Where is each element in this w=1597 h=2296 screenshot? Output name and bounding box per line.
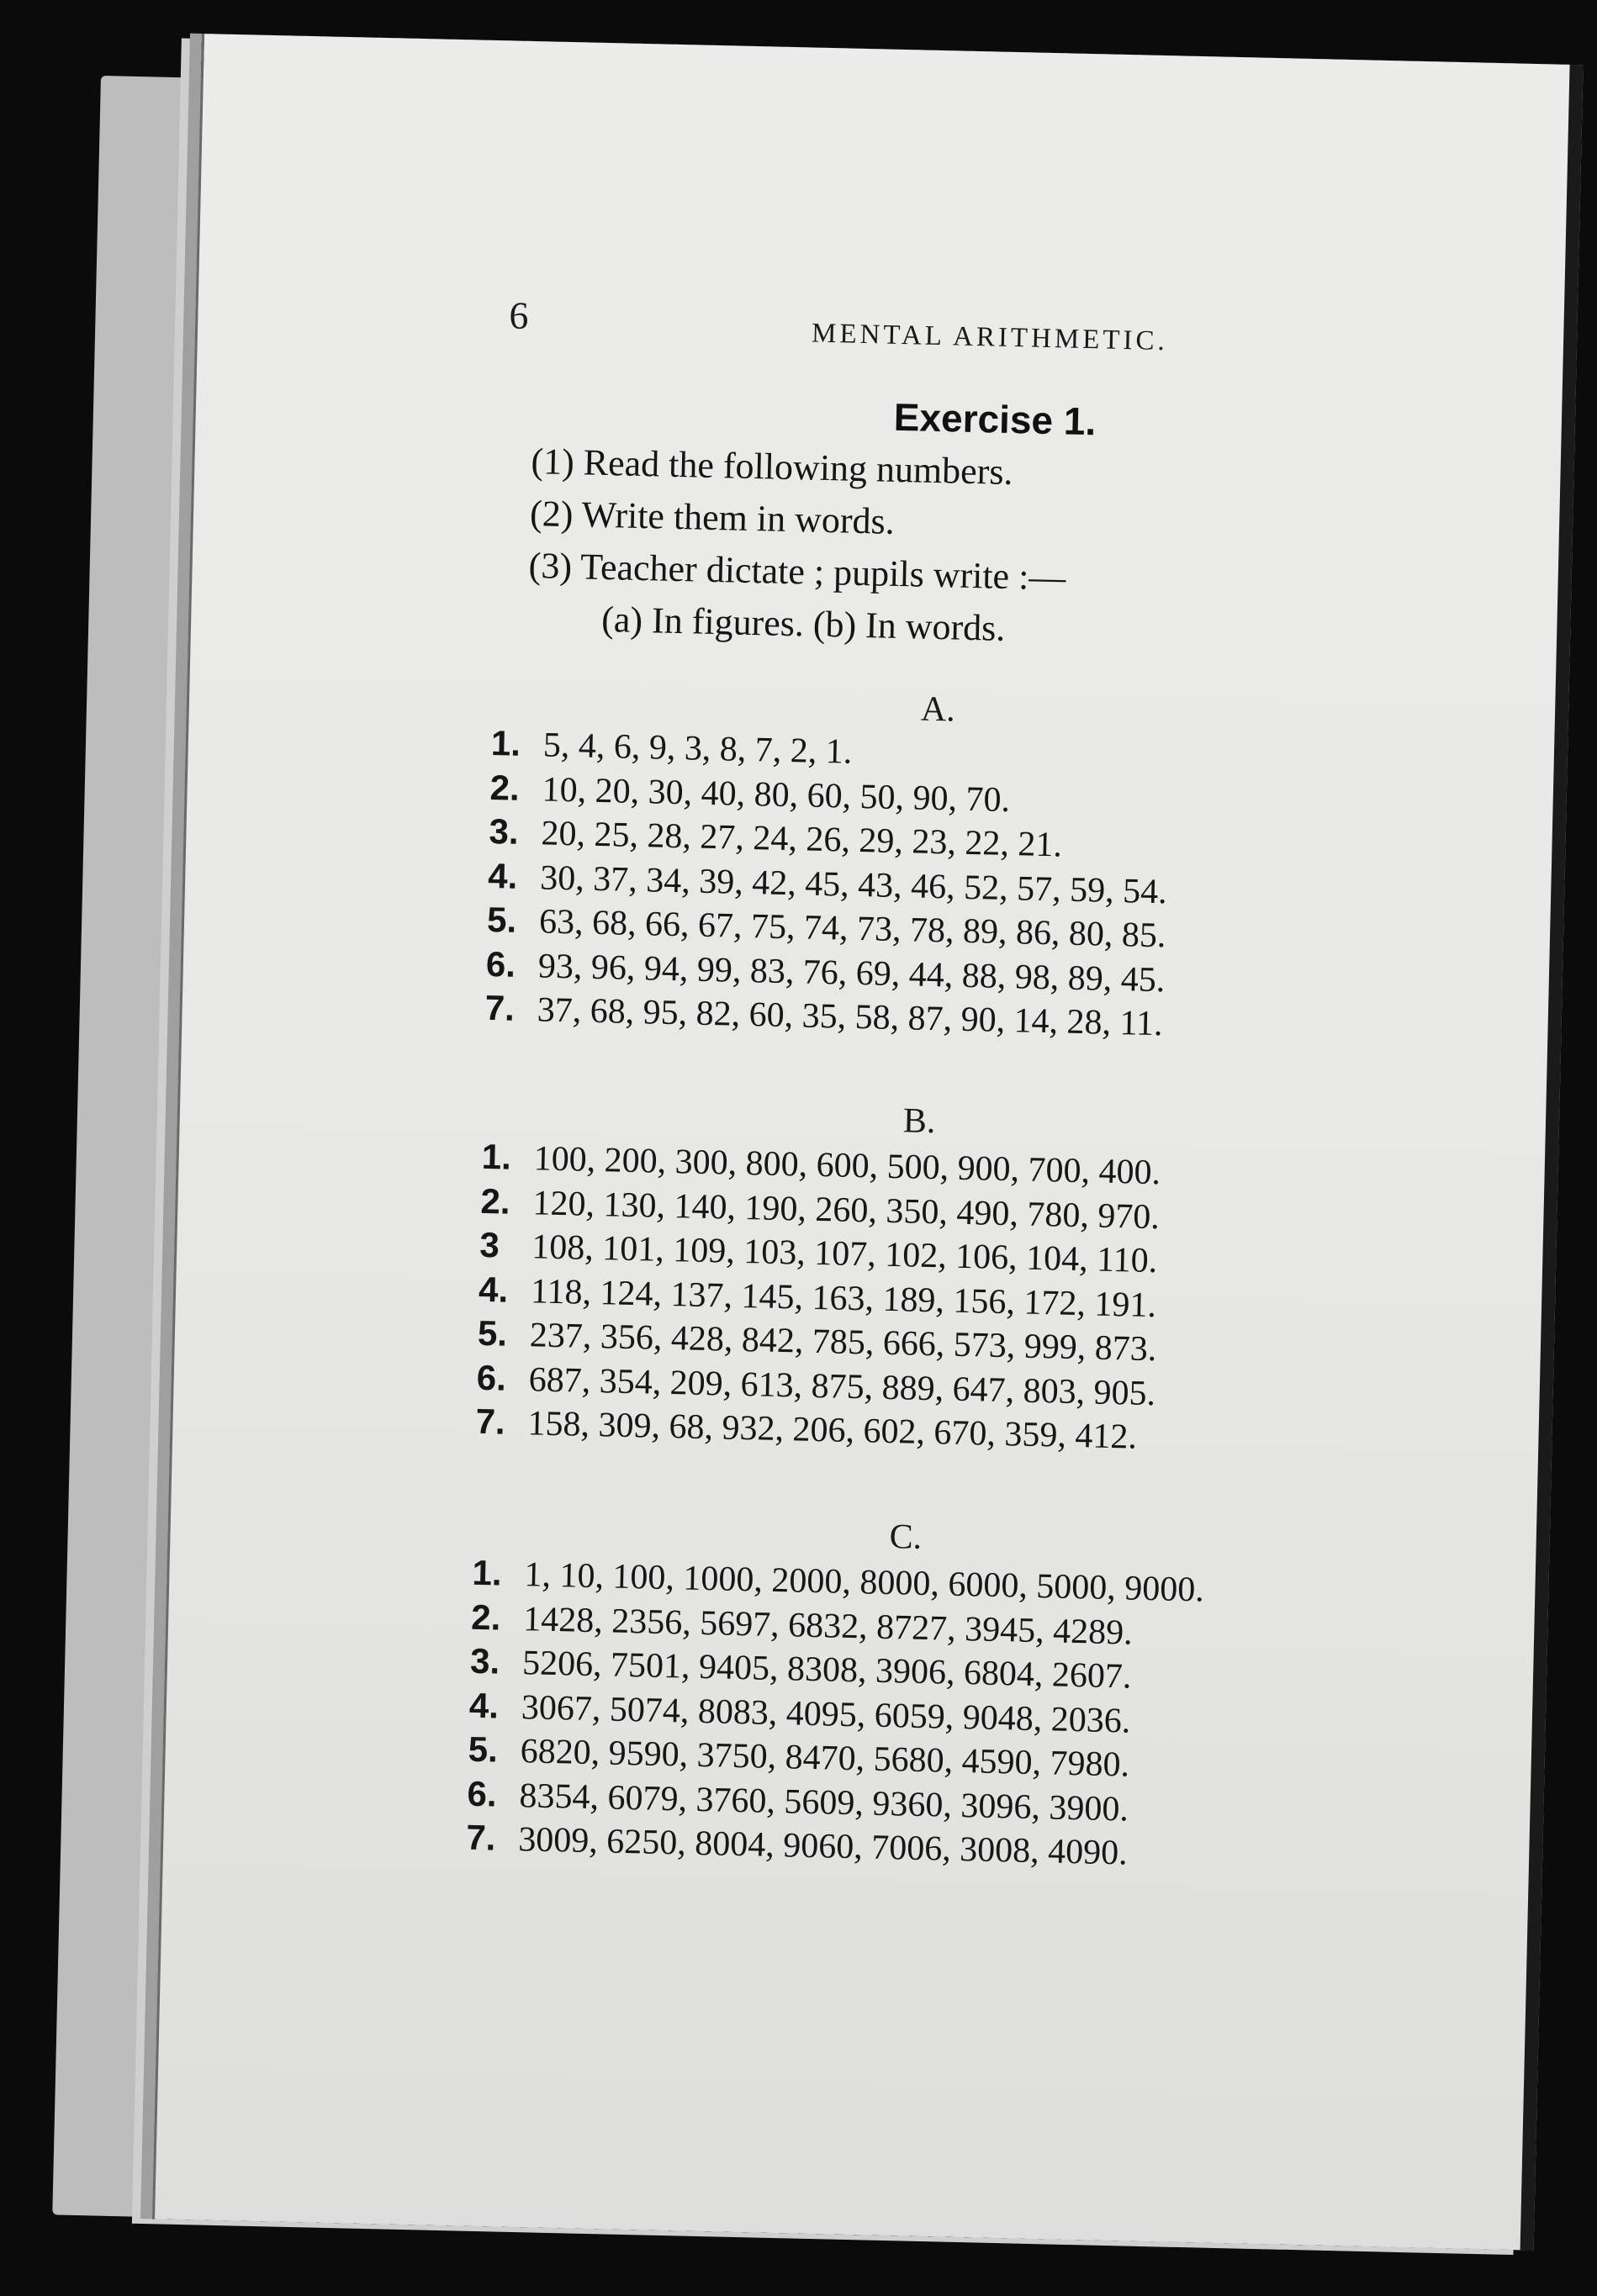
line-number: 3. <box>489 810 520 852</box>
line-numbers-text: 1428, 2356, 5697, 6832, 8727, 3945, 4289. <box>522 1599 1134 1653</box>
line-numbers-text: 158, 309, 68, 932, 206, 602, 670, 359, 412. <box>527 1404 1138 1457</box>
instruction-line: (a) In figures. (b) In words. <box>600 598 1006 649</box>
line-numbers-text: 20, 25, 28, 27, 24, 26, 29, 23, 22, 21. <box>540 814 1063 865</box>
line-numbers-text: 108, 101, 109, 103, 107, 102, 106, 104, 110. <box>531 1227 1158 1281</box>
line-number: 4. <box>478 1269 509 1310</box>
line-numbers-text: 5206, 7501, 9405, 8308, 3906, 6804, 2607. <box>521 1644 1132 1697</box>
line-number: 5. <box>468 1729 499 1770</box>
line-number: 5. <box>486 899 517 940</box>
line-numbers-text: 120, 130, 140, 190, 260, 350, 490, 780, 970. <box>532 1183 1161 1237</box>
line-number: 7. <box>475 1401 506 1442</box>
line-number: 2. <box>480 1180 511 1222</box>
section-a-lines <box>484 721 1171 1046</box>
line-number: 7. <box>484 987 516 1028</box>
line-numbers-text: 93, 96, 94, 99, 83, 76, 69, 44, 88, 98, 89, 45. <box>537 946 1166 1000</box>
line-number: 4. <box>487 855 518 896</box>
line-numbers-text: 6820, 9590, 3750, 8470, 5680, 4590, 7980. <box>520 1732 1130 1785</box>
line-numbers-text: 37, 68, 95, 82, 60, 35, 58, 87, 90, 14, 28, 11. <box>537 990 1164 1044</box>
page-number: 6 <box>508 293 530 337</box>
line-numbers-text: 237, 356, 428, 842, 785, 666, 573, 999, 873. <box>529 1316 1157 1370</box>
book-page <box>152 34 1584 2251</box>
line-number: 2. <box>489 767 521 808</box>
line-numbers-text: 118, 124, 137, 145, 163, 189, 156, 172, 191. <box>530 1271 1157 1325</box>
instructions <box>527 436 1069 657</box>
page-edge-shadow <box>1520 65 1584 2251</box>
line-number: 4. <box>468 1685 500 1726</box>
line-numbers-text: 10, 20, 30, 40, 80, 60, 50, 90, 70. <box>542 769 1011 820</box>
line-numbers-text: 687, 354, 209, 613, 875, 889, 647, 803, 905. <box>528 1359 1156 1413</box>
section-title: C. <box>889 1517 923 1557</box>
line-number: 2. <box>470 1597 501 1638</box>
line-number: 5. <box>477 1312 508 1354</box>
line-numbers-text: 100, 200, 300, 800, 600, 500, 900, 700, 400. <box>533 1139 1161 1193</box>
line-number: 6. <box>476 1357 507 1398</box>
exercise-title: Exercise 1. <box>893 394 1097 444</box>
section-title: A. <box>920 689 956 730</box>
line-number: 1. <box>490 723 521 763</box>
section-b-lines <box>475 1135 1161 1459</box>
line-number: 1. <box>481 1136 512 1177</box>
line-number: 1. <box>472 1552 503 1593</box>
line-numbers-text: 63, 68, 66, 67, 75, 74, 73, 78, 89, 86, 80, 85. <box>538 902 1166 956</box>
line-number: 3 <box>479 1224 500 1265</box>
section-title: B. <box>902 1101 936 1142</box>
instruction-line: (3) Teacher dictate ; pupils write :— <box>528 544 1066 599</box>
line-numbers-text: 3009, 6250, 8004, 9060, 7006, 3008, 4090. <box>517 1820 1129 1873</box>
line-numbers-text: 5, 4, 6, 9, 3, 8, 7, 2, 1. <box>542 726 853 772</box>
instruction-line: (2) Write them in words. <box>529 493 896 542</box>
running-head: MENTAL ARITHMETIC. <box>811 318 1169 357</box>
line-numbers-text: 30, 37, 34, 39, 42, 45, 43, 46, 52, 57, 59, 54. <box>539 858 1168 911</box>
line-numbers-text: 8354, 6079, 3760, 5609, 9360, 3096, 3900. <box>519 1776 1129 1829</box>
line-number: 3. <box>469 1640 500 1681</box>
instruction-line: (1) Read the following numbers. <box>531 441 1014 494</box>
line-numbers-text: 1, 10, 100, 1000, 2000, 8000, 6000, 5000, 9000. <box>523 1555 1205 1610</box>
line-number: 7. <box>465 1817 496 1858</box>
section-c-lines <box>466 1551 1205 1876</box>
line-numbers-text: 3067, 5074, 8083, 4095, 6059, 9048, 2036. <box>521 1687 1131 1741</box>
line-number: 6. <box>467 1773 498 1813</box>
line-number: 6. <box>485 943 516 984</box>
